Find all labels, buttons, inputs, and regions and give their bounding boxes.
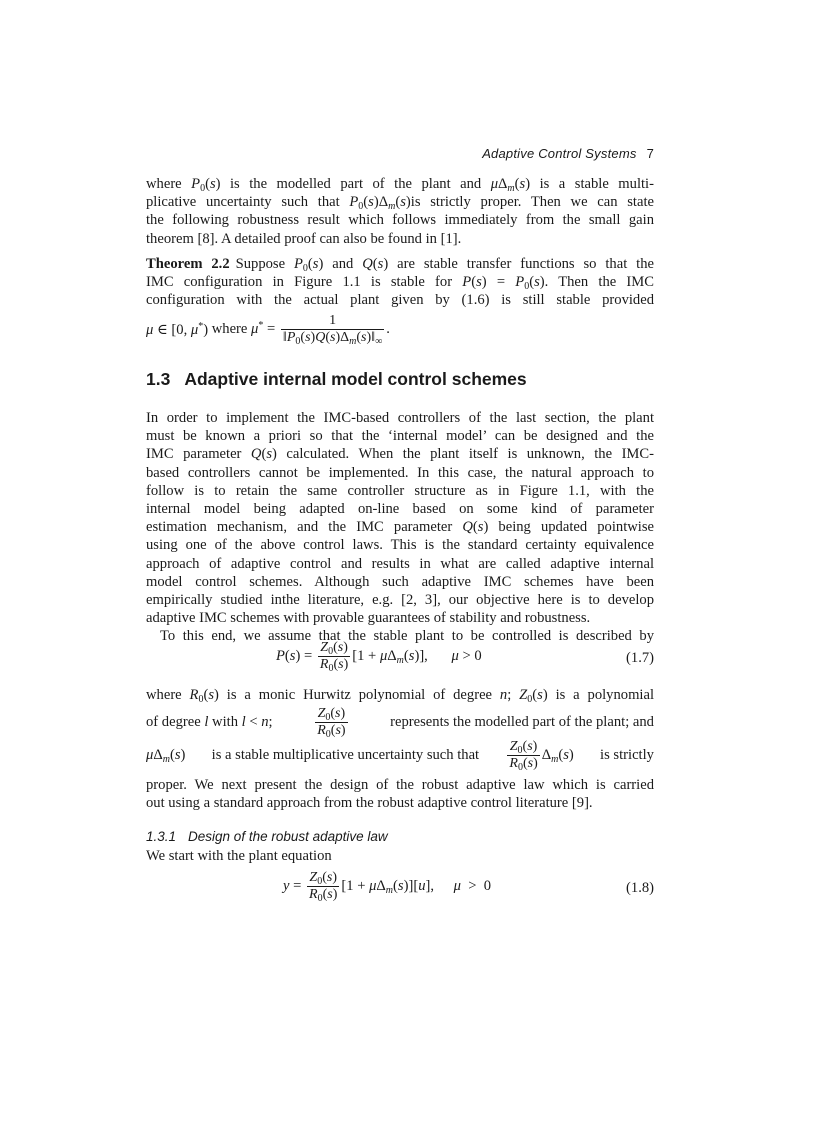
mu-star-fraction: $\frac{1}{‖P_0(s)Q(s)\Delta_m(s)‖_\infty}$ — [282, 313, 383, 347]
theorem-label: Theorem 2.2 — [146, 256, 230, 272]
page-number: 7 — [646, 146, 654, 161]
theorem-condition: μ ∈ [0, μ*) where μ* = $\frac{1}{‖P_0(s)Q(s)\Delta_m(s)‖_\infty}$ . — [146, 313, 390, 347]
equation-1-8: y = $\frac{Z_0(s)}{R_0(s)}$ $[1 + \mu\Delta_m(s)][u]$, μ > 0 (1.8) — [283, 870, 654, 904]
running-head-title: Adaptive Control Systems — [482, 146, 637, 161]
plant-equation-intro: We start with the plant equation — [146, 848, 332, 864]
running-head — [482, 146, 654, 161]
equation-1-7: P(s) = $\frac{Z_0(s)}{R_0(s)}$ $[1 + \mu\Delta_m(s)]$, μ > 0 (1.7) — [276, 640, 654, 674]
equation-label: (1.8) — [626, 880, 654, 896]
intro-paragraph: where $P_0(s)$ is the modelled part of the plant and $\mu\Delta_m(s)$ is a stable multi- plicative uncertainty such that $P_0(s)\Delta_m(s)is$ strictly proper. Then we can state the following robustness result which follows immediately from the small gain theorem [8]. A detailed proof can also be found in [1]. — [146, 176, 654, 247]
section-paragraph: In order to implement the IMC-based controllers of the last section, the plant must be known a priori so that the ‘internal model’ can be designed and the IMC parameter Q(s) calculated. When the plant itself is unknown, the IMC- based controllers cannot be implemented. In this case, the natural approach to follow is to retain the same controller structure as in Figure 1.1, with the internal model being adapted on-line based on some kind of parameter estimation mechanism, and the IMC parameter Q(s) being updated pointwise using one of the above control laws. This is the standard certainty equivalence approach of adaptive control and results in what are called adaptive internal model control schemes. Although such adaptive IMC schemes have been empirically studied inthe literature, e.g. [2, 3], our objective here is to develop adaptive IMC schemes with provable guarantees of stability and robustness. To this end, we assume that the stable plant to be controlled is described by — [146, 410, 654, 645]
equation-label: (1.7) — [626, 650, 654, 666]
after-equation-paragraph: where $R_0(s)$ is a monic Hurwitz polynomial of degree n; $Z_0(s)$ is a polynomial of degree l with l < n; $\frac{Z_0(s)}{R_0(s)}$ represents the modelled part of the plant; and $\mu\Delta_m(s)$ is a stable multiplicative uncertainty such that $\frac{Z_0(s)}{R_0(s)}$ $\Delta_m(s)$ is strictly proper. We next present the design of the robust adaptive law which is carried out using a standard approach from the robust adaptive control literature [9]. — [146, 687, 655, 812]
section-heading: 1.3 Adaptive internal model control schemes — [146, 369, 527, 389]
theorem-block: Theorem 2.2 Suppose $P_0(s)$ and Q(s) are stable transfer functions so that the IMC configuration in Figure 1.1 is stable for $P(s) = P_0(s)$. Then the IMC configuration with the actual plant given by (1.6) is still stable provided μ ∈ [0, μ*) where μ* = $\frac{1}{‖P_0(s)Q(s)\Delta_m(s)‖_\infty}$ . — [146, 256, 654, 347]
subsection-heading: 1.3.1 Design of the robust adaptive law — [146, 829, 388, 844]
